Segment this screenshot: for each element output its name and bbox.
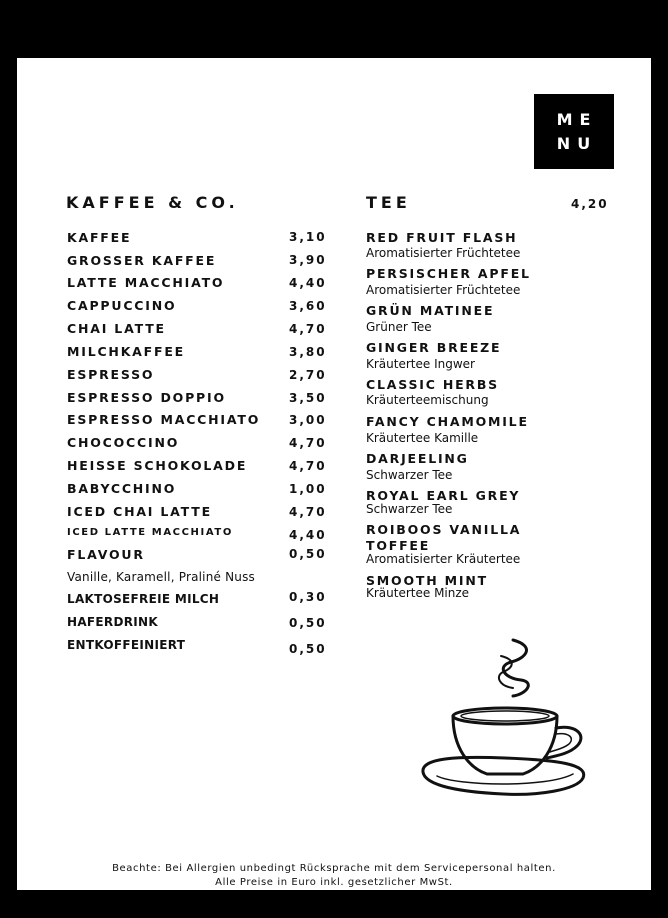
coffee-item-name: CHAI LATTE (67, 321, 166, 336)
coffee-item-name: ESPRESSO MACCHIATO (67, 412, 261, 427)
tea-item-name: FANCY CHAMOMILE (366, 414, 529, 429)
extra-item-price: 0,50 (289, 642, 327, 656)
tea-item-name: GINGER BREEZE (366, 340, 502, 355)
tea-item-desc: Schwarzer Tee (366, 502, 453, 516)
coffee-item-name: ICED CHAI LATTE (67, 504, 212, 519)
coffee-section-title: KAFFEE & CO. (66, 193, 239, 212)
coffee-item-name: CAPPUCCINO (67, 298, 177, 313)
coffee-item-name: LATTE MACCHIATO (67, 275, 225, 290)
coffee-item-price: 4,70 (289, 322, 327, 336)
tea-item-desc: Kräuterteemischung (366, 393, 489, 407)
coffee-item-name: ESPRESSO DOPPIO (67, 390, 226, 405)
tea-section-title: TEE (366, 193, 411, 212)
coffee-item-price: 4,70 (289, 505, 327, 519)
extra-item-price: 0,50 (289, 616, 327, 630)
menu-badge (534, 94, 614, 169)
coffee-item-price: 4,70 (289, 436, 327, 450)
coffee-item-price: 4,70 (289, 459, 327, 473)
coffee-item-name: ICED LATTE MACCHIATO (67, 527, 233, 538)
tea-item-name: ROIBOOS VANILLA (366, 522, 522, 537)
coffee-item-price: 1,00 (289, 482, 327, 496)
tea-item-name: PERSISCHER APFEL (366, 266, 531, 281)
footer-allergy-note: Beachte: Bei Allergien unbedingt Rücksprache mit dem Servicepersonal halten. (112, 863, 556, 874)
flavour-description: Vanille, Karamell, Praliné Nuss (67, 570, 255, 584)
tea-item-desc: Schwarzer Tee (366, 468, 453, 482)
coffee-item-name: MILCHKAFFEE (67, 344, 186, 359)
extra-item-name: LAKTOSEFREIE MILCH (67, 592, 220, 606)
tea-item-name: CLASSIC HERBS (366, 377, 499, 392)
coffee-item-name: GROSSER KAFFEE (67, 253, 217, 268)
footer-price-note: Alle Preise in Euro inkl. gesetzlicher MwSt. (215, 877, 453, 888)
tea-item-name: DARJEELING (366, 451, 469, 466)
menu-badge-line1: ME (556, 109, 598, 129)
coffee-item-name: HEISSE SCHOKOLADE (67, 458, 248, 473)
tea-item-desc: Kräutertee Ingwer (366, 357, 475, 371)
coffee-item-price: 3,60 (289, 299, 327, 313)
tea-item-desc: Aromatisierter Kräutertee (366, 552, 521, 566)
tea-price: 4,20 (571, 197, 609, 211)
coffee-item-name: KAFFEE (67, 230, 132, 245)
extra-item-price: 0,30 (289, 590, 327, 604)
extra-item-name: HAFERDRINK (67, 615, 158, 629)
tea-item-name-continued: TOFFEE (366, 538, 431, 553)
tea-item-name: RED FRUIT FLASH (366, 230, 518, 245)
tea-item-name: SMOOTH MINT (366, 573, 488, 588)
tea-item-desc: Kräutertee Kamille (366, 431, 479, 445)
coffee-cup-icon (417, 638, 597, 808)
coffee-item-price: 0,50 (289, 547, 327, 561)
coffee-item-name: ESPRESSO (67, 367, 155, 382)
extra-item-name: ENTKOFFEINIERT (67, 638, 186, 652)
coffee-item-name: CHOCOCCINO (67, 435, 180, 450)
tea-item-name: ROYAL EARL GREY (366, 488, 521, 503)
coffee-item-price: 3,50 (289, 391, 327, 405)
tea-item-desc: Aromatisierter Früchtetee (366, 283, 521, 297)
tea-item-name: GRÜN MATINEE (366, 303, 495, 318)
coffee-item-price: 4,40 (289, 276, 327, 290)
coffee-item-price: 2,70 (289, 368, 327, 382)
menu-badge-line2: NU (556, 133, 598, 153)
tea-item-desc: Aromatisierter Früchtetee (366, 246, 521, 260)
tea-item-desc: Kräutertee Minze (366, 586, 470, 600)
coffee-item-name: BABYCCHINO (67, 481, 177, 496)
coffee-item-price: 3,90 (289, 253, 327, 267)
coffee-item-price: 4,40 (289, 528, 327, 542)
menu-sheet (17, 58, 651, 890)
coffee-item-price: 3,00 (289, 413, 327, 427)
coffee-item-price: 3,10 (289, 230, 327, 244)
coffee-item-name: FLAVOUR (67, 547, 145, 562)
tea-item-desc: Grüner Tee (366, 320, 432, 334)
coffee-item-price: 3,80 (289, 345, 327, 359)
